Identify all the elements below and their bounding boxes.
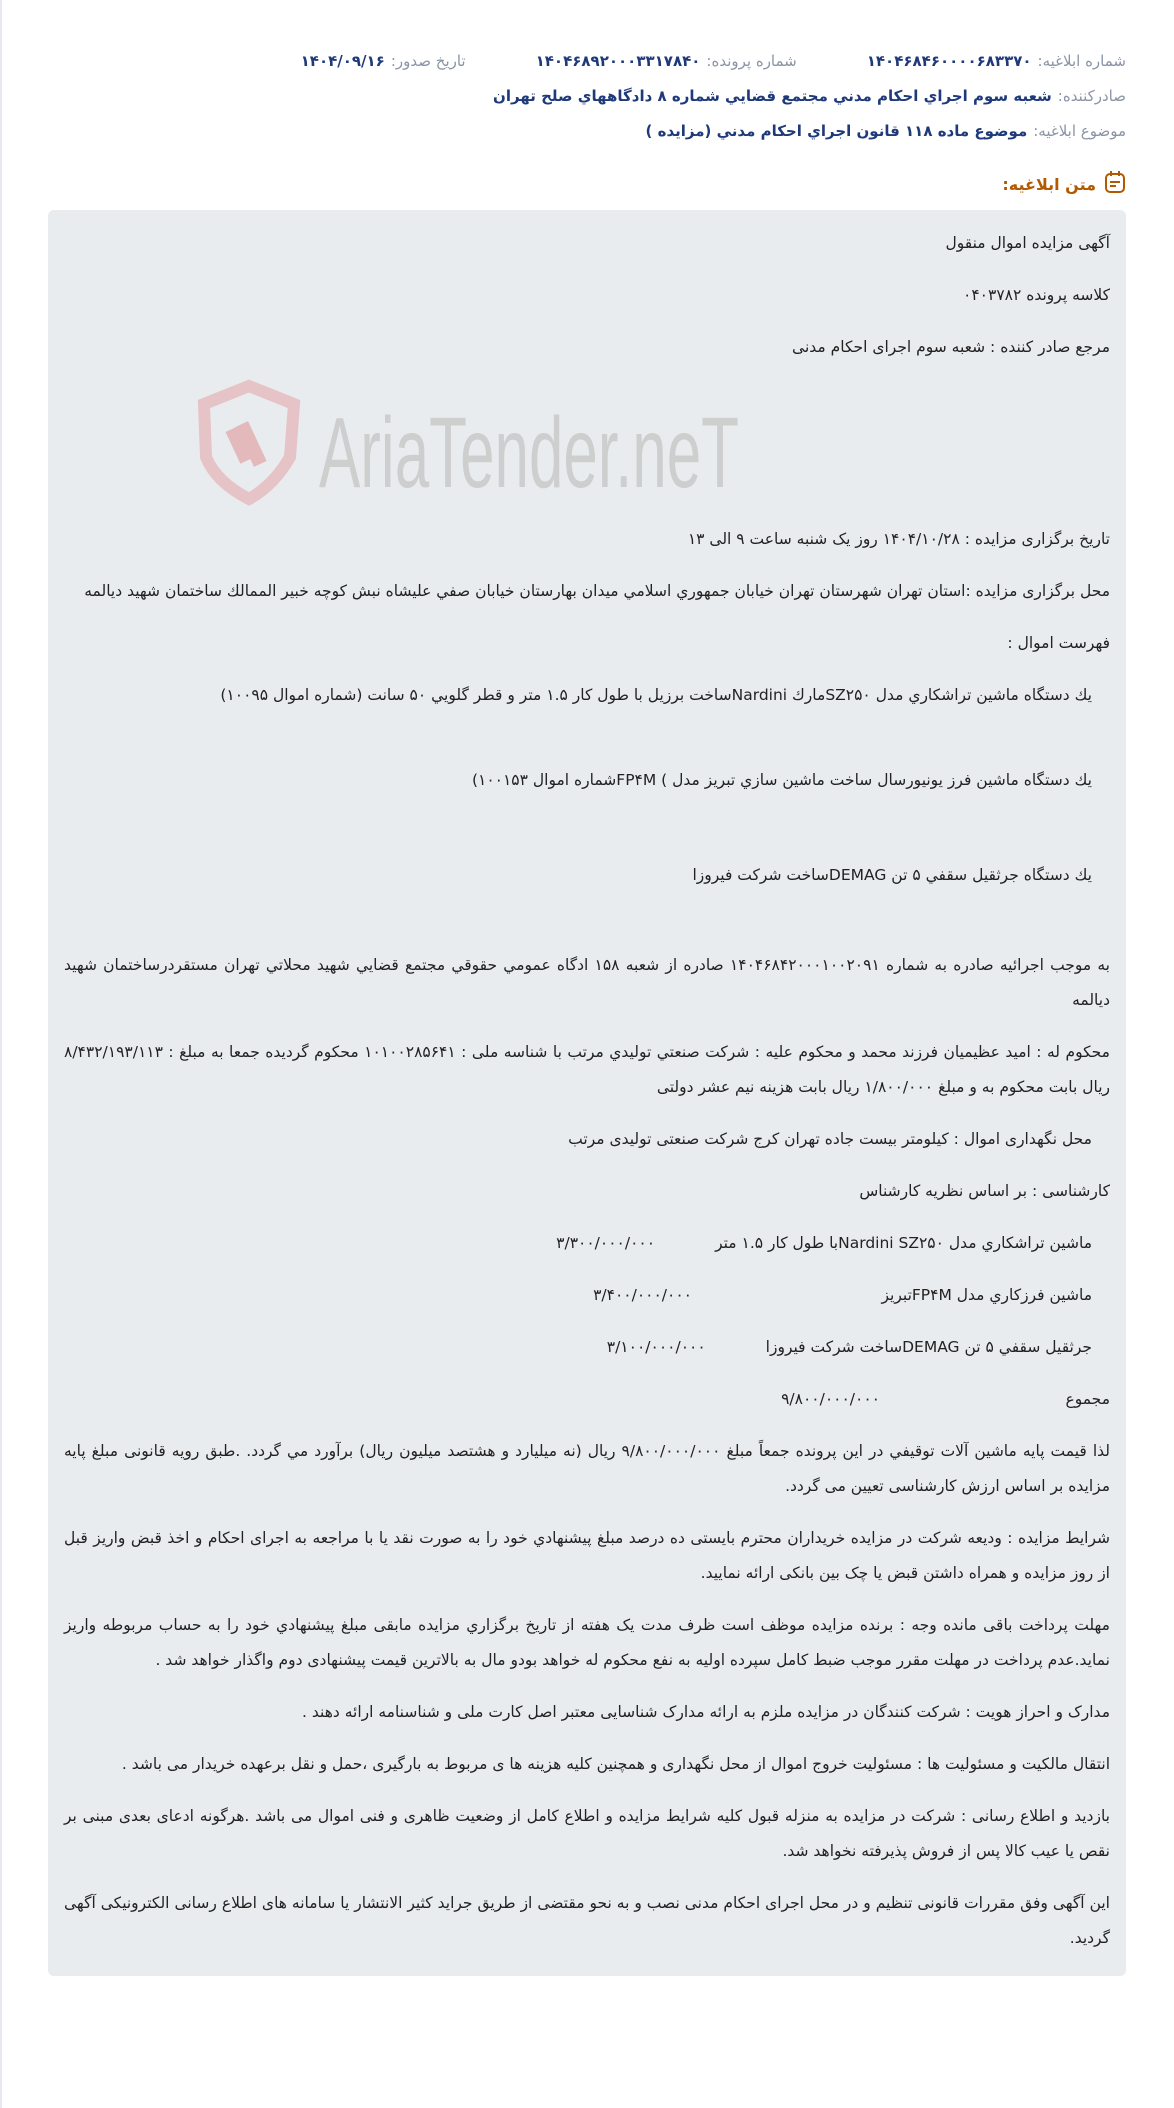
writ-info: به موجب اجرائيه صادره به شماره ۱۴۰۴۶۸۴۲۰۰۰۱۰۰۲۰۹۱ صادره از شعبه ۱۵۸ ادگاه عمومي حقوقي مجتمع قضايي شهيد محلاتي تهران مستقردرساختمان شهيد دیالمه <box>64 956 1110 1009</box>
identity-docs: مدارک و احراز هویت : شرکت کنندگان در مزایده ملزم به ارائه مدارک شناسایی معتبر اصل کارت ملی و شناسنامه ارائه دهند . <box>302 1703 1110 1721</box>
valuation-row: ماشين تراشكاري مدل Nardini SZ۲۵۰با طول كار ۱.۵ متر ۳/۳۰۰/۰۰۰/۰۰۰ <box>556 1234 1092 1252</box>
page-frame <box>0 0 2 2108</box>
meta-line <box>48 122 1126 140</box>
notice-number: شماره ابلاغیه: ۱۴۰۴۶۸۴۶۰۰۰۰۶۸۳۳۷۰ <box>866 52 1126 70</box>
base-price: لذا قيمت پايه ماشين آلات توقيفي در اين پرونده جمعاً مبلغ ۹/۸۰۰/۰۰۰/۰۰۰ ريال (نه ميليارد و هشتصد ميليون ريال) برآورد مي گردد. .طبق رویه قانونی مبلغ پایه مزایده بر اساس ارزش کارشناسی تعیین می گردد. <box>64 1442 1110 1495</box>
watermark-text: AriaTender.neT <box>319 397 739 509</box>
property-item: يك دستگاه جرثقيل سقفي ۵ تن DEMAGساخت شركت فيروزا <box>692 866 1092 884</box>
publication-info: این آگهی وفق مقررات قانونی تنظیم و در محل اجرای احکام مدنی نصب و به نحو مقتضی از طریق جراید کثیر الانتشار یا سامانه های اطلاع رسانی الکترونیکی آگهی گردید. <box>64 1894 1110 1947</box>
notepad-icon <box>1104 170 1126 198</box>
notice-body-box <box>48 210 1126 1976</box>
property-list-title: فهرست اموال : <box>1007 634 1110 652</box>
issuing-authority: مرجع صادر کننده : شعبه سوم اجرای احکام مدنی <box>792 338 1110 356</box>
payment-deadline: مهلت پرداخت باقی مانده وجه : برنده مزایده موظف است ظرف مدت یک هفته از تاریخ برگزاري مزایده مابقی مبلغ پیشنهادي خود را به حساب مربوطه واریز نماید.عدم پرداخت در مهلت مقرر موجب ضبط کامل سپرده اولیه به نفع محکوم له خواهد بودو مال به بالاترین قیمت پیشنهادی دوم واگذار خواهد شد . <box>64 1616 1110 1669</box>
issue-date: تاریخ صدور: ۱۴۰۴/۰۹/۱۶ <box>300 52 466 70</box>
valuation-row: ماشين فرزكاري مدل FP۴Mتبريز ۳/۴۰۰/۰۰۰/۰۰۰ <box>593 1286 1092 1304</box>
total-row: مجموع ۹/۸۰۰/۰۰۰/۰۰۰ <box>781 1390 1110 1408</box>
auction-location: محل برگزاری مزایده :استان تهران شهرستان تهران خيابان جمهوري اسلامي ميدان بهارستان خيابان صفي عليشاه نبش كوچه خبير الممالك ساختمان شهيد دیالمه <box>84 582 1110 600</box>
auction-date: تاریخ برگزاری مزایده : ۱۴۰۴/۱۰/۲۸ روز یک شنبه ساعت ۹ الی ۱۳ <box>687 530 1110 548</box>
property-item: يك دستگاه ماشين تراشكاري مدل SZ۲۵۰مارك Nardiniساخت برزيل با طول كار ۱.۵ متر و قطر گلويي ۵۰ سانت (شماره اموال ۱۰۰۹۵) <box>220 686 1092 704</box>
valuation-row: جرثقيل سقفي ۵ تن DEMAGساخت شركت فيروزا ۳/۱۰۰/۰۰۰/۰۰۰ <box>606 1338 1092 1356</box>
notice-title: آگهی مزایده اموال منقول <box>945 234 1110 252</box>
meta-line <box>48 87 1126 105</box>
subject: موضوع ابلاغیه: موضوع ماده ۱۱۸ قانون اجراي احكام مدني (مزايده ) <box>645 122 1126 140</box>
appraisal-basis: کارشناسی : بر اساس نظریه کارشناس <box>859 1182 1110 1200</box>
parties-info: محکوم له : امید عظیمیان فرزند محمد و محکوم علیه : شركت صنعتي توليدي مرتب با شناسه ملی : ۱۰۱۰۰۲۸۵۶۴۱ محکوم گردیده جمعا به مبلغ : ۸/۴۳۲/۱۹۳/۱۱۳ ریال بابت محکوم به و مبلغ ۱/۸۰۰/۰۰۰ ریال بابت هزینه نیم عشر دولتی <box>64 1043 1110 1096</box>
storage-location: محل نگهداری اموال : کیلومتر بیست جاده تهران کرج شرکت صنعتی تولیدی مرتب <box>568 1130 1092 1148</box>
issuer: صادرکننده: شعبه سوم اجراي احكام مدني مجتمع قضايي شماره ۸ دادگاههاي صلح تهران <box>493 87 1126 105</box>
section-title: متن ابلاغیه: <box>48 170 1126 198</box>
case-number: شماره پرونده: ۱۴۰۴۶۸۹۲۰۰۰۳۳۱۷۸۴۰ <box>535 52 797 70</box>
visit-info: بازدید و اطلاع رسانی : شرکت در مزایده به منزله قبول کلیه شرایط مزایده و اطلاع کامل از وضعیت ظاهری و فنی اموال می باشد .هرگونه ادعای بعدی مبنی بر نقص یا عیب کالا پس از فروش پذیرفته نخواهد شد. <box>64 1807 1110 1860</box>
meta-line <box>48 52 1126 70</box>
auction-conditions: شرایط مزایده : ودیعه شرکت در مزایده خریداران محترم بایستی ده درصد مبلغ پیشنهادي خود را به صورت نقد یا با مراجعه به اجرای احکام و اخذ قبض واریز قبل از روز مزایده و همراه داشتن قبض یا چک بین بانکی ارائه نمایید. <box>64 1529 1110 1582</box>
case-class: کلاسه پرونده ۰۴۰۳۷۸۲ <box>963 286 1110 304</box>
notice-header <box>0 0 1174 198</box>
notice-text <box>64 226 1110 1956</box>
property-item: يك دستگاه ماشين فرز يونيورسال ساخت ماشين سازي تبريز مدل ) FP۴Mشماره اموال ۱۰۰۱۵۳) <box>471 771 1092 789</box>
ownership-transfer: انتقال مالکیت و مسئولیت ها : مسئولیت خروج اموال از محل نگهداری و همچنین کلیه هزینه ها ی مربوط به بارگیری ،حمل و نقل برعهده خریدار می باشد . <box>121 1755 1110 1773</box>
watermark-logo <box>194 382 754 509</box>
watermark-area <box>64 382 1110 509</box>
